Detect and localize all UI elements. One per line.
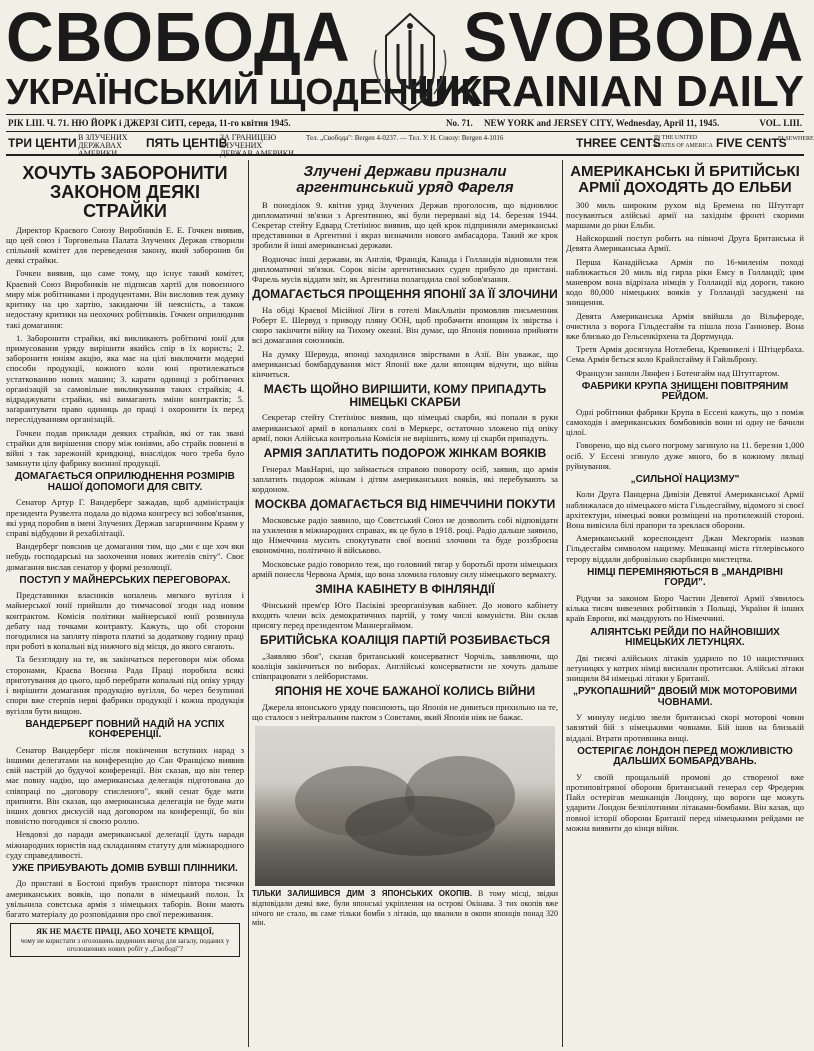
price-en-2-note: ELSEWHERE	[778, 136, 814, 142]
headline: УЖЕ ПРИБУВАЮТЬ ДОМІВ БУВШІ ПЛІННИКИ.	[12, 862, 238, 874]
left-column	[6, 160, 244, 1047]
article-text: На думку Шервуда, японці заходилися звірствами в Азії. Він уважає, що американські бомбардування міст Японії вже дали японцям відчути, що війна кінчиться.	[252, 348, 558, 379]
date-en: NEW YORK and JERSEY CITY, Wednesday, April 11, 1945.	[484, 118, 720, 128]
article-text: Перша Канадійська Армія по 16-миленім поході наближається 20 миль від гирла ріки Емсу в Голландії; цим маневром вона відрізала німців у Голландії від дороги, такою кодо 80,000 німецьких вояків у Голландії засуджені на знищення.	[566, 256, 804, 308]
headline: БРИТІЙСЬКА КОАЛІЦІЯ ПАРТІЙ РОЗБИВАЄТЬСЯ	[259, 633, 551, 648]
photo-caption-title: ТІЛЬКИ ЗАЛИШИВСЯ ДИМ З ЯПОНСЬКИХ ОКОПІВ.	[252, 889, 473, 899]
headline: Злучені Держави признали аргентинський уряд Фареля	[296, 163, 514, 196]
article-text: В понеділок 9. квітня уряд Злучених Держав проголосив, що відновлює дипломатичні зв'язки з Аргентиною, які були перервані від 14. березня 1944. Секретар стейту Едвард Стетініюс виявив, що цей крок підприняли американські представники в Аргентині і якраз визначили нового амбасадора. Такий же крок зробили й інші американські держави.	[252, 199, 558, 251]
headline: ЯПОНІЯ НЕ ХОЧЕ БАЖАНОЇ КОЛИСЬ ВІЙНИ	[274, 684, 536, 699]
headline: ФАБРИКИ КРУПА ЗНИЩЕНІ ПОВІТРЯНИМ РЕЙДОМ.	[581, 380, 789, 403]
phones: Тел. „Свобода": Bergen 4-0237. — Тел. У. Н. Союзу: Bergen 4-1016	[306, 134, 504, 142]
article-text: Девята Американська Армія ввійшла до Вільфероде, очистила з ворога Гільдесгайм та пішла поза Ганновер. Вона вже близько до Гельсенкірхена та Дортмунда.	[566, 310, 804, 341]
price-ua-1: ТРИ ЦЕНТИ	[8, 136, 77, 150]
article-text: Представники власників копалень мягкого вугілля і майнерської юнії прийшли до тимчасової згоди над новим контрактом. Комісія політики майнерської юнії розвинула дебату над точками контракту. Кажуть, що обі сторони погодилися на запляту піврота платні за додаткову годину праці при роботі в копальні від нижчого від місця, до якого сягають.	[6, 590, 244, 652]
article-text: Третя Армія досягнула Нотлебена, Кревинкелі і Штіцербаха. Сема Армія бється коло Крайлсгайму й Гайльброну.	[566, 344, 804, 365]
article-text: Рідучи за законом Бюро Частин Девятої Армії з'явилось кілька тисяч вивезених робітників з Польщі, України й інших країв Европи, які мандрують по Німеччині.	[566, 592, 804, 624]
article-text: Невдовзі до наради американської делеґації їдуть наради міжнародних юристів над складанням статуту для міжнародного суду справедливості.	[6, 829, 244, 860]
article-text: Директор Краєвого Союзу Виробників Е. Е. Гочкен виявив, що цей союз і Торговельна Палата Злучених Держав створили спільний комітет для переведення закону, який заборонив би деякі страйки.	[6, 224, 244, 266]
headline: АРМІЯ ЗАПЛАТИТЬ ПОДОРОЖ ЖІНКАМ ВОЯКІВ	[263, 445, 547, 460]
photo-caption	[252, 889, 558, 927]
middle-column	[252, 160, 558, 1047]
article-text: Генерал МакНарні, що займається справою повороту осіб, заявив, що армія заплатить подорож жінкам і дітям американських вояків, які перебувають за кордоном.	[252, 463, 558, 494]
article-text: До пристані в Бостоні прибув транспорт півтора тисячки американських вояків, що попали в німецький полон. Їх увільнила совєтська армія з німецьких таборів. Вони мають багато матеріалу до розповідання про свої переживання.	[6, 878, 244, 920]
article-text: Сенатор Артур Г. Вандерберг зажадав, щоб адміністрація президента Рузвелта подала до відома конгресу всі зобов'язання, які уряд поробив в імені Злучених Держав загарничним Краям у справі відбудови й рехабілітації.	[6, 497, 244, 538]
trident-emblem-icon	[366, 10, 454, 114]
title-en: SVOBODA	[463, 0, 804, 76]
headline: ЗМІНА КАБІНЕТУ В ФІНЛЯНДІЇ	[315, 581, 495, 596]
article-text: Французи заняли Лянфен і Ботенгайм над Штутгартом.	[576, 367, 780, 378]
article-text: „Заявляю збоя", сказав британський консерватист Чорчіль, заявляючи, що коаліція закінчиться по виборах. Англійські консерватисти не хочуть дальше співпрацювати з лейбористами.	[252, 650, 558, 682]
headline: АМЕРИКАНСЬКІ Й БРИТІЙСЬКІ АРМІЇ ДОХОДЯТЬ ДО ЕЛЬБИ	[570, 163, 800, 196]
title-ua: СВОБОДА	[6, 0, 351, 76]
headline: МАЄТЬ ЩОЙНО ВИРІШИТИ, КОМУ ПРИПАДУТЬ НІМЕЦЬКІ СКАРБИ	[263, 382, 547, 409]
article-text: Найскорший поступ робить на півночі Друга Британська й Девята Американська Армії.	[566, 233, 804, 254]
masthead	[6, 0, 814, 158]
price-en-1-note: IN THE UNITED STATES OF AMERICA	[654, 135, 713, 149]
headline: „РУКОПАШНИЙ" ДВОБІЙ МІЖ МОТОРОВИМИ ЧОВНАМИ.	[573, 686, 797, 708]
headline: ВАНДЕРБЕРГ ПОВНИЙ НАДІЙ НА УСПІХ КОНФЕРЕНЦІЇ.	[25, 718, 225, 741]
price-ua-2: ПЯТЬ ЦЕНТІВ	[146, 136, 228, 150]
right-column	[566, 160, 804, 1047]
column-rule	[562, 160, 563, 1047]
article-text: Та беззглядну на те, як закінчаться переговори між обома сторонами, Краєва Воєнна Рада Праці поробила всякі приготування до цього, щоб перебрати копальні під опіку уряду і вирішити домагання продукцію вугілля, бо через безупинні спори вже стерпів нерві фабрики продукції і кожна продукція вугілля бути вищою.	[6, 654, 244, 716]
headline: ДОМАГАЄТЬСЯ ПРОЩЕННЯ ЯПОНІЇ ЗА ЇЇ ЗЛОЧИНИ	[252, 287, 558, 302]
dateline	[6, 114, 804, 132]
price-en-1: THREE CENTS	[576, 136, 661, 150]
article-text: Одні робітники фабрики Крупа в Ессені кажуть, що з поміж самоходів і американських бомбовиків вони ні одну не бачили цілої.	[566, 406, 804, 438]
advert-title: ЯК НЕ МАЄТЕ ПРАЦІ, АБО ХОЧЕТЕ КРАЩОЇ,	[36, 927, 214, 937]
article-text: Джерела японського уряду пояснюють, що Японія не дивиться прихильно на те, що сталося з нейтральним пактом з Совєтами, який Японія ніяк не бажає.	[252, 701, 558, 723]
advert-text: чому не користати з оголошень щоденних вигод для загалу, поданих у оголошеннях нових робіт у „Свободі"?	[20, 937, 230, 954]
headline: ДОМАГАЄТЬСЯ ОПРИЛЮДНЕННЯ РОЗМІРІВ НАШОЇ ДОПОМОГИ ДЛЯ СВІТУ.	[15, 471, 235, 493]
article-text: 1. Заборонити страйки, які викликають робітничі юнії для примусовання уряду вирішити якийсь спір в їх користь; 2. заборонити юніям акцію, яка має на цілі виключити модерні способи продукції, кожного коли юні протилежаться устаткованню нових машин; 3. карати одиниці з робітничих організацій за самовільне викликування таких страйків; 4. відраджувати страйки, які вимагають зміни контрактів; 5. заґарантувати право одиниць до праці і охоронити їх перед переслідуванням організацій.	[6, 332, 244, 425]
article-text: Фінський прем'єр Юго Пасіківі зреорганізував кабінет. До нового кабінету входять члени всіх демократичних партій, у тому числі комуністи. Він склав присягу перед президентом Маннергаймом.	[252, 599, 558, 630]
subtitle-en: UKRAINIAN DAILY	[416, 67, 804, 116]
price-ua-2-note: ЗА ГРАНИЦЕЮ ЗЛУЧЕНИХ ДЕРЖАВ АМЕРИКИ	[220, 133, 294, 158]
issue-no: No. 71.	[446, 118, 473, 128]
headline: ПОСТУП У МАЙНЕРСЬКИХ ПЕРЕГОВОРАХ.	[19, 574, 231, 586]
article-text: Говорено, що від сього погрому загинуло на 11. березня 1,000 осіб. У Ессені згинуло дуже много, бо в кожному ляльці руйнування.	[566, 440, 804, 471]
article-text: Коли Друга Панцерна Дивізія Девятої Американської Армії наближалася до німецького міста Гільдесгайму, відомого зі своєї архітектури, німецькі вояки розміщені на протилежній стороні. Вона вивісила білі прапори та зреклася оборони.	[566, 489, 804, 531]
headline: ХОЧУТЬ ЗАБОРОНИТИ ЗАКОНОМ ДЕЯКІ СТРАЙКИ	[22, 163, 228, 221]
article-text: Сенатор Вандерберг після покінчення вступних нарад з іншими делегатами на конференцію до Сан Франціско виявив свій настрій до будучої конференції. Він сказав, що він тепер має повну надію, що американська делегація підготована до співпраці по „договору стисленого", який сенат буде мати припняти. Він сказав, що американська делегація не буде мати інших довгих дискусій над договором на конференції, бо він повністю погодився зі своєю роллю.	[6, 744, 244, 827]
article-text: Американський кореспондент Джан Мекгормік назвав Гільдесгайм символом нацизму. Мешканці міста гітлерівського терору віддали добровільно скарбницю мистецтва.	[566, 533, 804, 564]
headline: НІМЦІ ПЕРЕМІНЯЮТЬСЯ В „МАНДРІВНІ ГОРДИ".	[587, 566, 783, 589]
price-ua-1-note: В ЗЛУЧЕНИХ ДЕРЖАВАХ АМЕРИКИ	[78, 133, 128, 158]
subtitle-ua: УКРАЇНСЬКИЙ ЩОДЕННИК	[6, 71, 483, 112]
price-bar	[6, 132, 814, 158]
article-text: Водночас інші держави, як Англія, Франція, Канада і Голландія відновили теж дипломатичні зв'язки. Сорок вісім аргентинських суден прибуло до пристані. Фарель мусів віддати звіт, як Аргентина полагодила свої зобов'язання.	[252, 253, 558, 284]
price-en-2: FIVE CENTS	[716, 136, 787, 150]
article-text: 300 миль широким рухом від Бремена по Штутгарт посуваються алійські армії на західнім фронті скорими маршами до ріки Ельби.	[566, 199, 804, 230]
article-text: Секретар стейту Стетініюс виявив, що німецькі скарби, які попали в руки американської армії в копальнях солі в Меркерс, остаточно зложено під опіку армії, поки Алійська контрольна Комісія не вирішить, кому ці скарби припадуть.	[252, 412, 558, 443]
article-text: На обіді Краєвої Місійної Ліги в готелі МакАльпін промовляв письменник Роберт Е. Шервуд з приводу пляну ООН, щоб пробачити японцям їх звірства і скоро закінчити війну на Тихому океані. Він думає, що Японія повинна прийняти всі домагання союзників.	[252, 304, 558, 346]
article-text: Дві тисячі алійських літаків ударило по 10 нацистичних летуницях у котрих німці висилали протитсаки. Алійські літаки знищили 84 німецькі літаки у Британії.	[566, 652, 804, 683]
news-photo	[255, 726, 555, 886]
headline: „СИЛЬНОЇ НАЦИЗМУ"	[630, 473, 740, 485]
article-text: У минулу неділю звели британські скорі моторові човни завзятий бій з німецькими човнами. Бій ішов на близькій віддалі. Втрати противника вищі.	[566, 712, 804, 743]
date-ua: РІК LIII. Ч. 71. НЮ ЙОРК і ДЖЕРЗІ СИТІ, середа, 11-го квітня 1945.	[8, 118, 291, 128]
article-text: Московське радіо говорило теж, що головний тягар у боротьбі проти німецьких армій понесла Червона Армія, що вона зломила головну силу німецького вермахту.	[252, 558, 558, 579]
article-text: Вандерберг пояснив це домагання тим, що „ми є ще хоч яки небудь господарські на заохочення нових жителів світу". Своє домагання вислав сенатор у формі резолюції.	[6, 541, 244, 572]
article-text: Гочкен подав приклади деяких страйків, які от так звані страйки для вирішення спору між юніями, або страйк повнені в війні з так зарежоній кривдкиці, внаслідок чого треба було замкнути цілу фабрику воєнної продукції.	[6, 427, 244, 469]
headline: АЛІЯНТСЬКІ РЕЙДИ ПО НАЙНОВІШИХ НІМЕЦЬКИХ ЛЕТУНЦЯХ.	[590, 626, 780, 648]
article-text: Московське радіо заявило, що Совєтський Союз не дозволить собі відповідати на ухилення в міжнародних справах, як це було в 1918. році. Радіо дальше заявило, що Німеччина мусить спокутувати свої воєнні злочини та буде роззброєна економічно, політично й військово.	[252, 514, 558, 556]
headline: ОСТЕРІГАЄ ЛОНДОН ПЕРЕД МОЖЛИВІСТЮ ДАЛЬШИХ БОМБАРДУВАНЬ.	[577, 745, 793, 768]
photo-caption-text: В тому місці, звідки відповідали деякі вже, були японські укріплення на острові Окінава. З тих окопів вже нічого не стало, як саме тільки бомби з літаків, що ввалили в окопи японців понад 320 мін.	[252, 889, 559, 928]
headline: МОСКВА ДОМАГАЄТЬСЯ ВІД НІМЕЧЧИНИ ПОКУТИ	[254, 497, 556, 512]
article-text: У своїй прощальній промові до створеної вже протиповітряної оборони британський генерал сер Фредерик Пайл остерігав мешканців Лондону, що вороги ще можуть ударити Лондон безпілотними літаками-бомбами. Він казав, що повної історії оборони Британії перед німецькими рейдами не можна виявити до кінця війни.	[566, 771, 804, 833]
volume: VOL. LIII.	[759, 118, 802, 128]
article-text: Гочкен виявив, що саме тому, що існує такий комітет, Краєвий Союз Виробників не підписав хартії для повоєнного миру між робітниками і продуцентами. Він висловив теж думку критику на цю хартію, закидаючи їй неясність, а також недостачу критики на неохочих робітників. Гочкен оприлюднив такі домагання:	[6, 268, 244, 330]
newspaper-page	[6, 0, 814, 1047]
column-rule	[248, 160, 249, 1047]
advert-box	[10, 923, 240, 957]
